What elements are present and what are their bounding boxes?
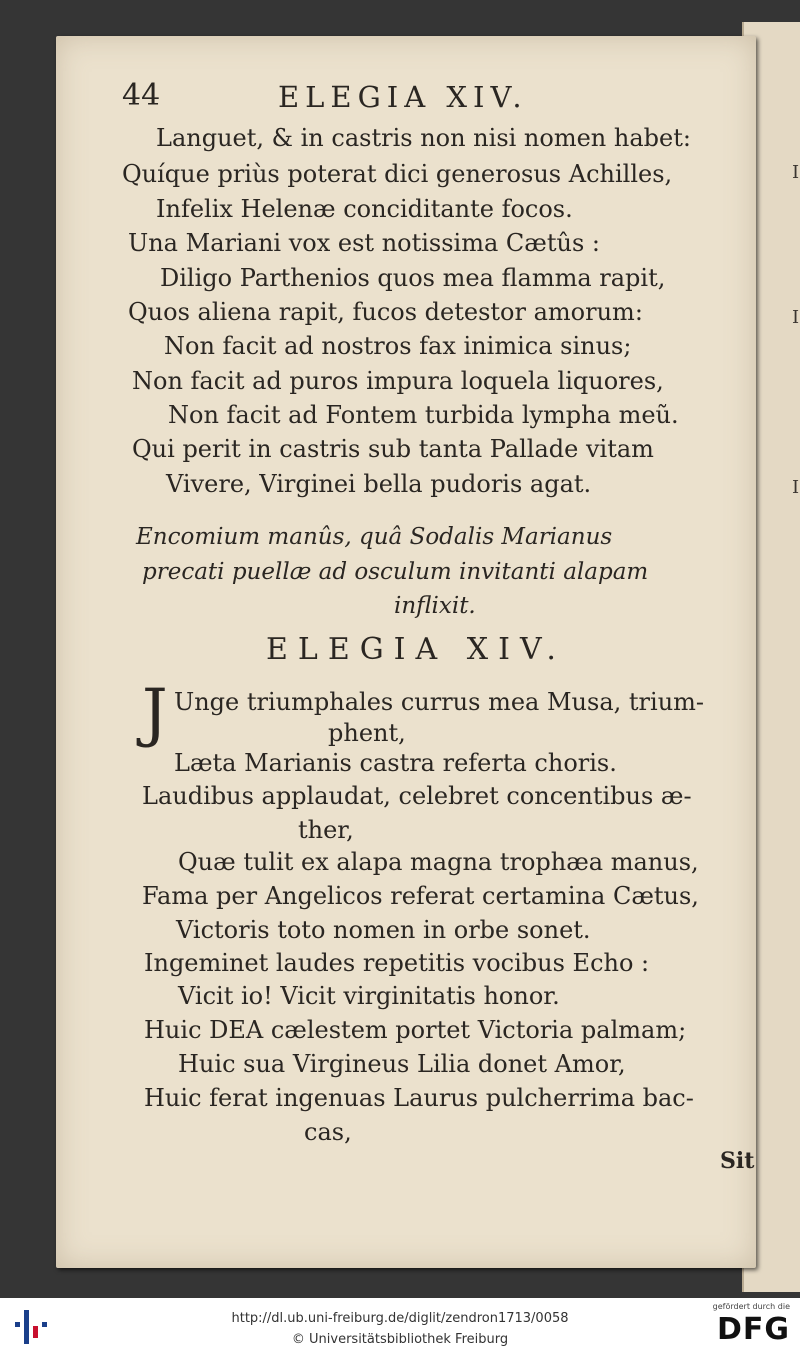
verse-line: Vicit io! Vicit virginitatis honor. (178, 982, 560, 1010)
verse-line: phent, (328, 719, 406, 747)
section-heading-line: Encomium manûs, quâ Sodalis Marianus (136, 524, 613, 550)
verse-line: Non facit ad puros impura loquela liquores, (132, 367, 664, 395)
verse-line: Quæ tulit ex alapa magna trophæa manus, (178, 848, 699, 876)
page-number: 44 (122, 78, 161, 113)
book-page (56, 36, 756, 1268)
adjacent-page-edge: I I I (742, 22, 800, 1292)
verse-line: Non facit ad nostros fax inimica sinus; (164, 332, 632, 360)
verse-line: Victoris toto nomen in orbe sonet. (176, 916, 591, 944)
verse-line: Qui perit in castris sub tanta Pallade vitam (132, 435, 654, 463)
verse-line: Fama per Angelicos referat certamina Cætus, (142, 882, 699, 910)
verse-line: Quos aliena rapit, fucos detestor amorum: (128, 298, 643, 326)
verse-line: Infelix Helenæ conciditante focos. (156, 195, 573, 223)
drop-cap: J (142, 676, 168, 750)
verse-line: Languet, & in castris non nisi nomen habet: (156, 124, 691, 152)
permalink-url[interactable]: http://dl.ub.uni-freiburg.de/diglit/zendron1713/0058 (231, 1311, 569, 1326)
verse-line: Huic DEA cælestem portet Victoria palmam; (144, 1016, 687, 1044)
verse-line: Huic ferat ingenuas Laurus pulcherrima bac- (144, 1084, 694, 1112)
verse-line: Læta Marianis castra referta choris. (174, 749, 617, 777)
verse-line: Laudibus applaudat, celebret concentibus æ- (142, 782, 692, 810)
verse-line: Una Mariani vox est notissima Cætûs : (128, 229, 600, 257)
verse-line: cas, (304, 1118, 352, 1146)
dfg-logo: DFG (716, 1312, 790, 1347)
copyright-notice: © Universitätsbibliothek Freiburg (291, 1332, 509, 1347)
footer-bar (0, 1298, 800, 1355)
verse-line: Quíque priùs poterat dici generosus Achilles, (122, 160, 673, 188)
verse-line: Ingeminet laudes repetitis vocibus Echo : (144, 949, 650, 977)
verse-line: Diligo Parthenios quos mea flamma rapit, (160, 264, 666, 292)
verse-line: Huic sua Virgineus Lilia donet Amor, (178, 1050, 626, 1078)
funding-note: gefördert durch die (712, 1302, 790, 1311)
verse-line: Unge triumphales currus mea Musa, trium- (174, 688, 705, 716)
verse-line: Non facit ad Fontem turbida lympha meũ. (168, 401, 679, 429)
verse-line: ther, (298, 816, 354, 844)
catchword: Sit (720, 1148, 755, 1174)
elegia-title: ELEGIA XIV. (266, 632, 566, 667)
running-head: ELEGIA XIV. (278, 80, 528, 114)
section-heading-line: precati puellæ ad osculum invitanti alapam (142, 559, 649, 585)
verse-line: Vivere, Virginei bella pudoris agat. (166, 470, 592, 498)
section-heading-line: inflixit. (394, 593, 476, 619)
